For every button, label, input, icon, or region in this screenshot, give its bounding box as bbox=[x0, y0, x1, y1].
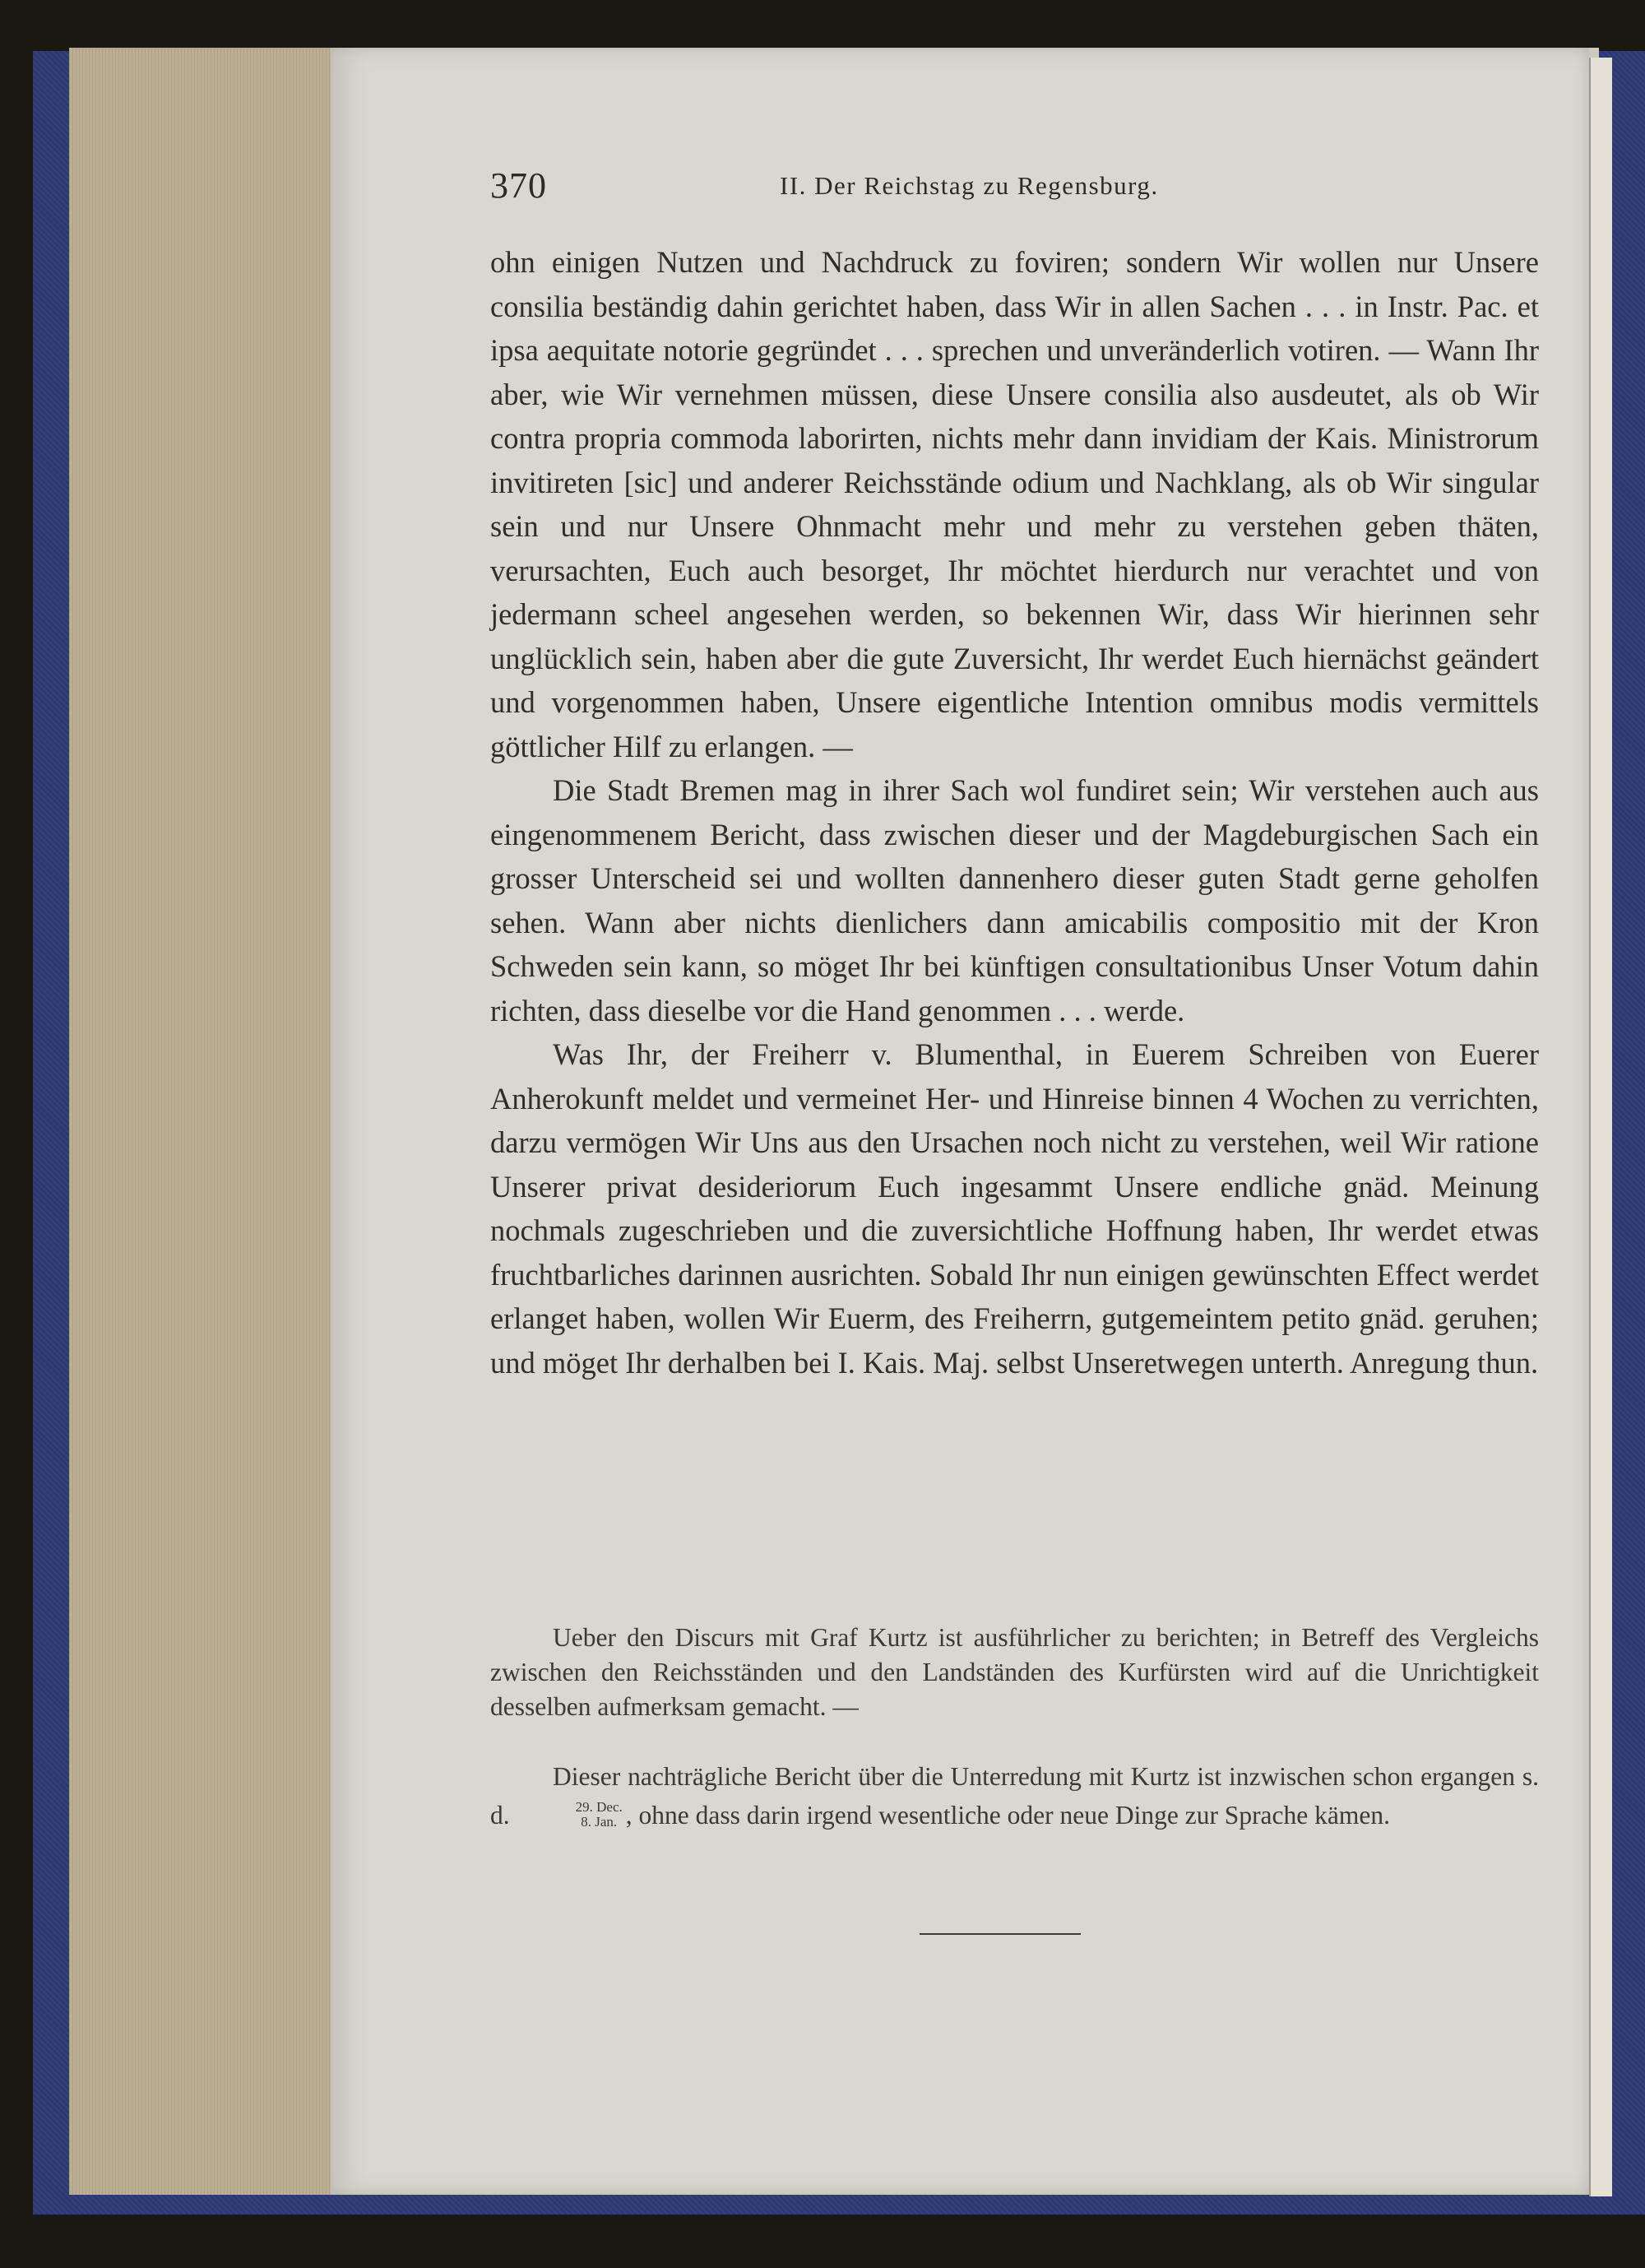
page-fore-edge bbox=[69, 48, 331, 2195]
editorial-note-before: Dieser nachträgliche Bericht über die Unterredung mit Kurtz ist inzwischen schon ergangen s. d. bbox=[490, 1762, 1539, 1830]
paragraph-2: Die Stadt Bremen mag in ihrer Sach wol fundiret sein; Wir verstehen auch aus eingenommenem Bericht, dass zwischen dieser und der Magdeburgischen Sach ein grosser Unterscheid sei und wollten dannenhero dieser guten Stadt gerne geholfen sehen. Wann aber nichts dienlichers dann amicabilis compositio mit der Kron Schweden sein kann, so möget Ihr bei künftigen consultationibus Unser Votum dahin richten, dass dieselbe vor die Hand genommen . . . werde. bbox=[490, 773, 1539, 1027]
date-bottom: 8. Jan. bbox=[581, 1813, 618, 1830]
editorial-note bbox=[490, 1757, 1539, 1834]
note-text: Ueber den Discurs mit Graf Kurtz ist ausführlicher zu berichten; in Betreff des Vergleichs zwischen den Reichsständen und den Landständen des Kurfürsten wird auf die Unrichtigkeit desselben aufmerksam gemacht. — bbox=[490, 1623, 1539, 1721]
paragraph-1: ohn einigen Nutzen und Nachdruck zu foviren; sondern Wir wollen nur Unsere consilia beständig dahin gerichtet haben, dass Wir in allen Sachen . . . in Instr. Pac. et ipsa aequitate notorie gegründet . . . sprechen und unveränderlich votiren. — Wann Ihr aber, wie Wir vernehmen müssen, diese Unsere consilia also ausdeutet, als ob Wir contra propria commoda laborirten, nichts mehr dann invidiam der Kais. Ministrorum invitireten [sic] und anderer Reichsstände odium und Nachklang, als ob Wir singular sein und nur Unsere Ohnmacht mehr und mehr zu verstehen geben thäten, verursachten, Euch auch besorget, Ihr möchtet hierdurch nur verachtet und von jedermann scheel angesehen werden, so bekennen Wir, dass Wir hierinnen sehr unglücklich sein, haben aber die gute Zuversicht, Ihr werdet Euch hiernächst geändert und vorgenommen haben, Unsere eigentliche Intention omnibus modis vermittels göttlicher Hilf zu erlangen. — bbox=[490, 245, 1539, 763]
editorial-note-text bbox=[490, 1757, 1539, 1834]
page-header bbox=[490, 165, 1539, 214]
closing-rule bbox=[920, 1933, 1081, 1935]
facing-page-edge bbox=[1589, 58, 1612, 2196]
date-fraction bbox=[513, 1800, 623, 1830]
main-text bbox=[490, 240, 1539, 1384]
running-head: II. Der Reichstag zu Regensburg. bbox=[780, 171, 1159, 200]
paragraph-3: Was Ihr, der Freiherr v. Blumenthal, in Euerem Schreiben von Euerer Anherokunft meldet und vermeinet Her- und Hinreise binnen 4 Wochen zu verrichten, darzu vermögen Wir Uns aus den Ursachen noch nicht zu verstehen, weil Wir ratione Unserer privat desideriorum Euch ingesammt Unsere endliche gnäd. Meinung nochmals zugeschrieben und die zuversichtliche Hoffnung haben, Ihr werdet etwas fruchtbarliches darinnen ausrichten. Sobald Ihr nun einigen gewünschten Effect werdet erlanget haben, wollen Wir Euerm, des Freiherrn, gutgemeintem petito gnäd. geruhen; und möget Ihr derhalben bei I. Kais. Maj. selbst Unseretwegen unterth. Anregung thun. bbox=[490, 1037, 1539, 1380]
editorial-note-after: , ohne dass darin irgend wesentliche oder neue Dinge zur Sprache kämen. bbox=[625, 1801, 1390, 1830]
summary-note bbox=[490, 1621, 1539, 1724]
page-number: 370 bbox=[490, 165, 547, 206]
date-top: 29. Dec. bbox=[575, 1798, 623, 1815]
